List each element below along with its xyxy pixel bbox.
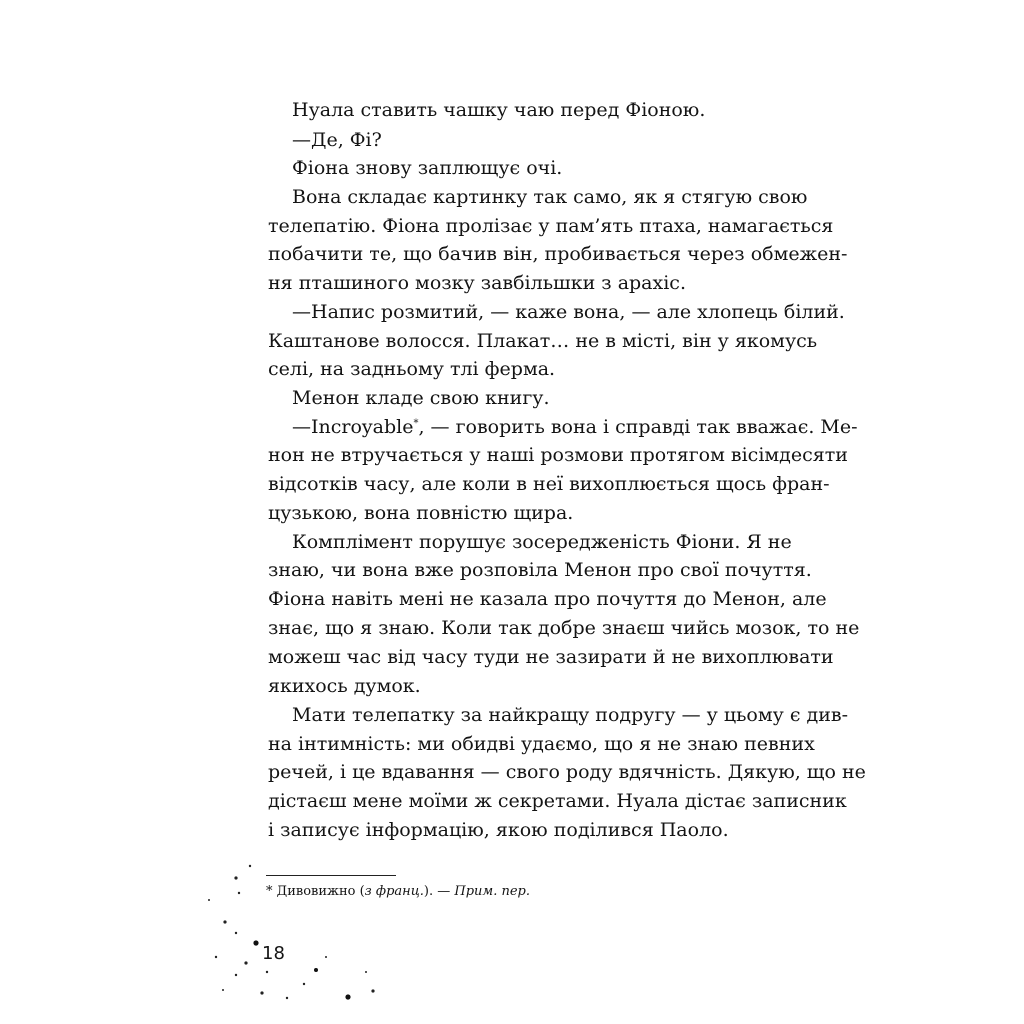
star-dot: [286, 997, 288, 999]
text-line: знає, що я знаю. Коли так добре знаєш чийсь мозок, то не: [268, 617, 860, 639]
star-dot: [260, 991, 263, 994]
text-segment: не казала про почуття до Менон, але: [443, 588, 827, 610]
star-dot: [235, 974, 237, 976]
star-dot: [234, 876, 237, 879]
text-line: Мати телепатку за найкращу подругу — у цьому є див-: [292, 704, 849, 726]
footnote-text: ). —: [423, 884, 455, 899]
star-dot: [345, 994, 350, 999]
text-line: Вона складає картинку так само, як я стягую свою: [292, 186, 808, 208]
italic-phrase: дістаєш мене моїми ж секретами: [268, 790, 605, 812]
text-line: відсотків часу, але коли в неї вихоплюється щось фран-: [268, 473, 830, 495]
text-line: Нуала ставить чашку чаю перед Фіоною.: [292, 99, 706, 121]
text-line: цузькою, вона повністю щира.: [268, 502, 574, 524]
star-dot: [266, 971, 268, 973]
star-dot: [215, 956, 217, 958]
text-line: селі, на задньому тлі ферма.: [268, 358, 556, 380]
text-segment: Фіона навіть: [268, 588, 399, 610]
text-line: якихось думок.: [268, 675, 421, 697]
text-segment: , — говорить вона і справді так вважає. Ме-: [418, 416, 858, 438]
text-line: можеш час від часу туди не зазирати й не вихоплювати: [268, 646, 834, 668]
text-line: побачити те, що бачив він, пробивається через обмежен-: [268, 243, 848, 265]
star-dot: [303, 983, 305, 985]
star-dot: [208, 899, 210, 901]
text-segment: . Нуала дістає записник: [604, 790, 847, 812]
star-dot: [325, 956, 327, 958]
text-line: і записує інформацію, якою поділився Паоло.: [268, 819, 729, 841]
text-segment: речей, і це вдавання — свого роду вдячність.: [268, 761, 728, 783]
text-line: Каштанове волосся. Плакат… не в місті, він у якомусь: [268, 330, 818, 352]
footnote-marker: *: [413, 418, 419, 429]
star-dot: [249, 865, 251, 867]
star-dot: [371, 989, 374, 992]
italic-word: мені: [398, 588, 444, 610]
star-dot: [314, 968, 318, 972]
page-number: 18: [262, 943, 285, 964]
footnote-text: Дивовижно (: [276, 884, 365, 899]
text-line: нон не втручається у наші розмови протягом вісімдесяти: [268, 444, 848, 466]
star-dot: [365, 971, 367, 973]
text-line: —Напис розмитий, — каже вона, — але хлопець білий.: [292, 301, 845, 323]
star-dot: [223, 920, 226, 923]
text-line: телепатію. Фіона пролізає у пам’ять птаха, намагається: [268, 215, 834, 237]
italic-phrase: Дякую, що не: [727, 761, 866, 783]
text-line: Комплімент порушує зосередженість Фіони. Я не: [292, 531, 792, 553]
star-dot: [235, 932, 237, 934]
star-dot: [238, 892, 240, 894]
text-line: на інтимність: ми обидві удаємо, що я не знаю певних: [268, 733, 815, 755]
text-line: знаю, чи вона вже розповіла Менон про свої почуття.: [268, 559, 812, 581]
italic-word: Incroyable: [311, 416, 414, 438]
footnote-marker: *: [266, 884, 277, 899]
dash: —: [292, 416, 311, 438]
text-line: —Де, Фі?: [292, 129, 382, 151]
text-line: Менон кладе свою книгу.: [292, 387, 550, 409]
footnote-italic: з франц.: [364, 884, 424, 899]
star-dot: [244, 961, 247, 964]
footnote-italic: Прим. пер.: [454, 884, 530, 899]
text-line: Фіона знову заплющує очі.: [292, 157, 563, 179]
star-dot: [222, 989, 224, 991]
star-dot: [253, 940, 258, 945]
text-line: ня пташиного мозку завбільшки з арахіс.: [268, 272, 686, 294]
